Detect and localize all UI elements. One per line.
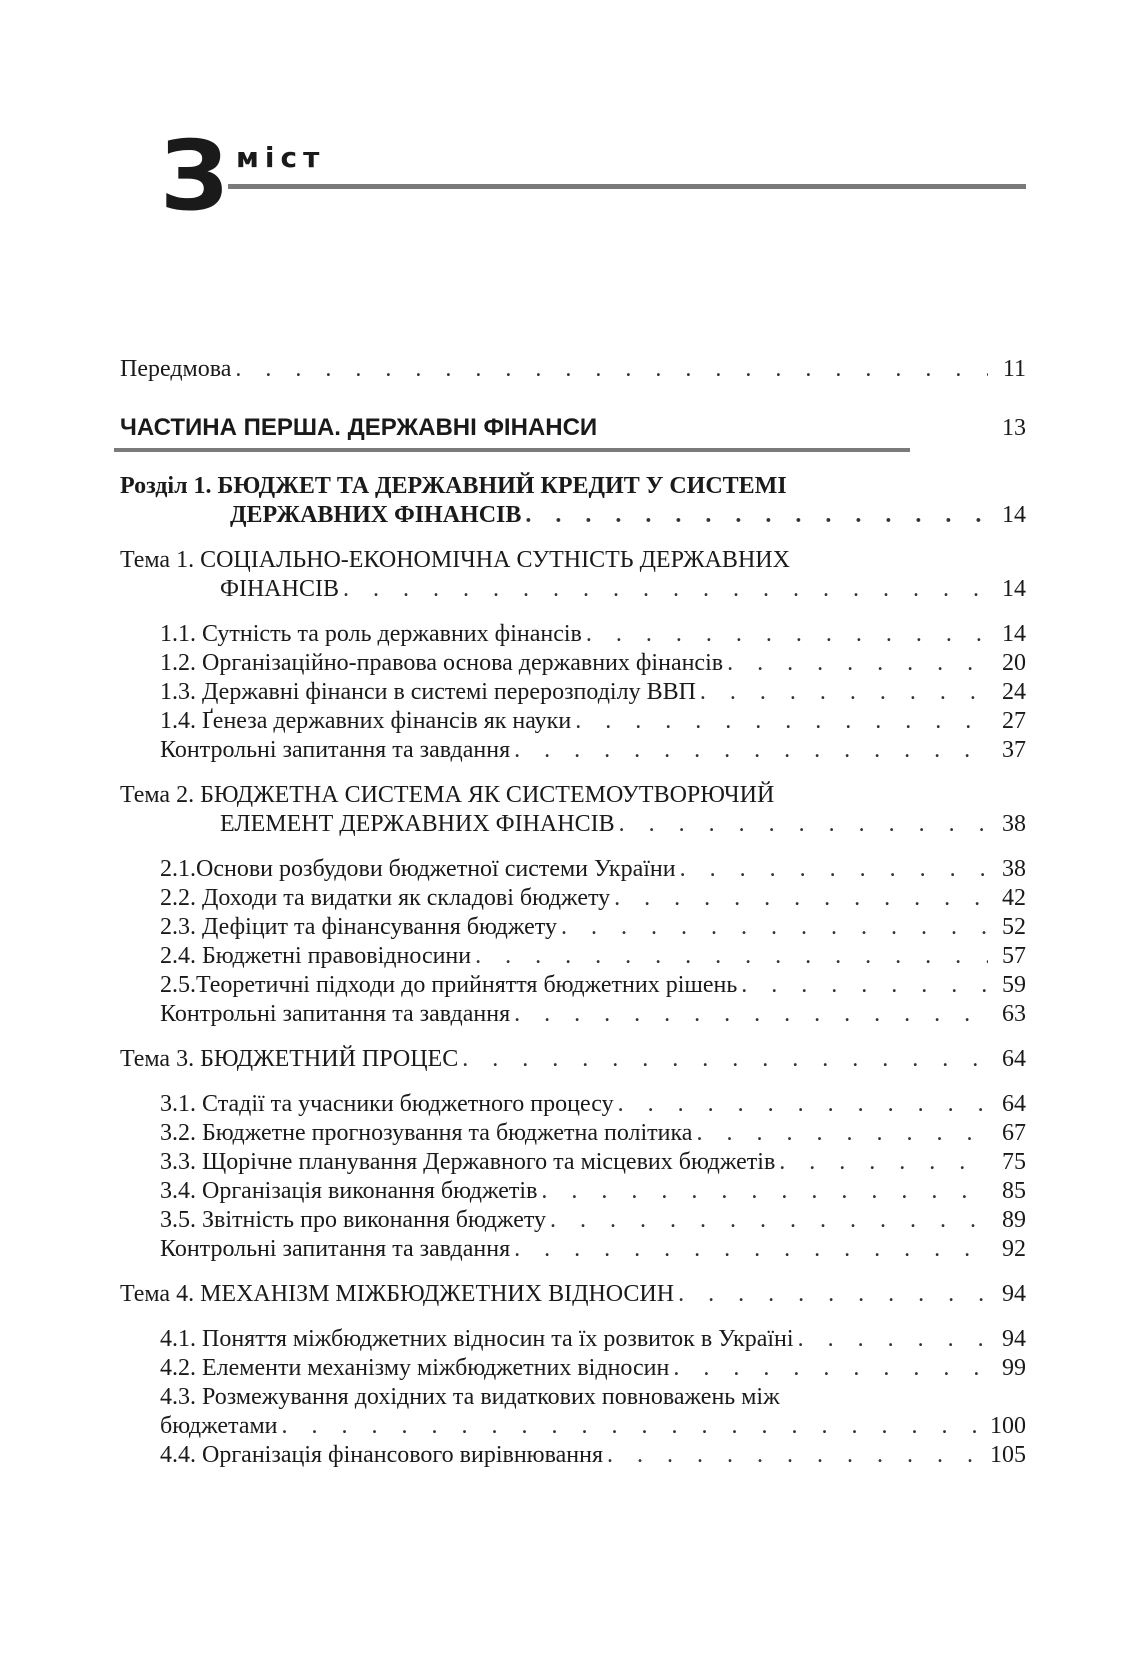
toc-item-label-line1: 4.3. Розмежування дохідних та видаткових повноважень між (160, 1384, 780, 1410)
dot-leader (561, 913, 988, 942)
dot-leader (514, 1235, 988, 1264)
toc-page-number: 85 (1002, 1178, 1026, 1204)
toc-page-number: 38 (1002, 811, 1026, 837)
toc-item-label: 4.4. Організація фінансового вирівнювання (160, 1442, 603, 1468)
toc-item[interactable] (120, 855, 1026, 884)
dot-leader (741, 971, 988, 1000)
toc-page-number: 105 (990, 1442, 1026, 1468)
topic-3-items (120, 1090, 1026, 1264)
dot-leader (514, 736, 988, 765)
dot-leader (779, 1148, 988, 1177)
toc-item-label: 2.1.Основи розбудови бюджетної системи України (160, 856, 676, 882)
toc-topic-3[interactable] (120, 1045, 1026, 1074)
toc-item-label: 3.2. Бюджетне прогнозування та бюджетна політика (160, 1120, 693, 1146)
toc-item[interactable] (120, 1090, 1026, 1119)
dot-leader (673, 1354, 988, 1383)
toc-item-label: 2.5.Теоретичні підходи до прийняття бюджетних рішень (160, 972, 738, 998)
toc-page-number: 11 (1002, 356, 1026, 382)
dot-leader (575, 707, 988, 736)
dot-leader (614, 884, 988, 913)
toc-item[interactable] (120, 736, 1026, 765)
toc-item-label-line2: бюджетами (160, 1413, 278, 1439)
toc-item-label: 3.3. Щорічне планування Державного та місцевих бюджетів (160, 1149, 776, 1175)
toc-item-label: 4.1. Поняття міжбюджетних відносин та їх розвиток в Україні (160, 1326, 794, 1352)
topic-title-line2: ЕЛЕМЕНТ ДЕРЖАВНИХ ФІНАНСІВ (220, 811, 615, 837)
toc-page-number: 20 (1002, 650, 1026, 676)
part-divider (114, 448, 910, 452)
toc-page-number: 14 (1002, 502, 1026, 528)
toc-item[interactable] (120, 884, 1026, 913)
topic-title-line1: Тема 1. СОЦІАЛЬНО-ЕКОНОМІЧНА СУТНІСТЬ ДЕРЖАВНИХ (120, 547, 790, 573)
dot-leader (475, 942, 988, 971)
toc-item[interactable] (120, 1148, 1026, 1177)
toc-item[interactable] (120, 678, 1026, 707)
toc-page-number: 64 (1002, 1091, 1026, 1117)
toc-item[interactable] (120, 1000, 1026, 1029)
toc-page-number: 27 (1002, 708, 1026, 734)
title-divider (228, 184, 1026, 189)
toc-item-line2-row (160, 1412, 1026, 1441)
toc-part-1[interactable] (120, 414, 1026, 442)
dot-leader (541, 1177, 988, 1206)
toc-page-number: 94 (1002, 1281, 1026, 1307)
toc-page-number: 64 (1002, 1046, 1026, 1072)
toc-page-number: 52 (1002, 914, 1026, 940)
title-initial-letter: З (160, 120, 227, 232)
dot-leader (525, 501, 988, 530)
toc-page-number: 24 (1002, 679, 1026, 705)
dot-leader (235, 355, 988, 384)
toc-page-number: 13 (1002, 415, 1026, 441)
dot-leader (727, 649, 988, 678)
toc-item-label: 1.4. Ґенеза державних фінансів як науки (160, 708, 572, 734)
toc-page-number: 89 (1002, 1207, 1026, 1233)
toc-item[interactable] (120, 1119, 1026, 1148)
toc-item[interactable] (120, 1235, 1026, 1264)
toc-page-number: 94 (1002, 1326, 1026, 1352)
dot-leader (607, 1441, 980, 1470)
section-title-line2: ДЕРЖАВНИХ ФІНАНСІВ (230, 502, 522, 528)
dot-leader (514, 1000, 988, 1029)
dot-leader (680, 855, 988, 884)
toc-topic-1[interactable] (120, 546, 1026, 604)
topic-title-line1: Тема 2. БЮДЖЕТНА СИСТЕМА ЯК СИСТЕМОУТВОРЮЧИЙ (120, 782, 775, 808)
toc-item-label: 3.1. Стадії та учасники бюджетного процесу (160, 1091, 614, 1117)
toc-page-number: 59 (1002, 972, 1026, 998)
dot-leader (619, 810, 988, 839)
dot-leader (618, 1090, 988, 1119)
table-of-contents (120, 355, 1026, 1470)
toc-item-label: Контрольні запитання та завдання (160, 737, 511, 763)
toc-entry-preface[interactable] (120, 355, 1026, 384)
toc-topic-2[interactable] (120, 781, 1026, 839)
toc-item-label: 3.4. Організація виконання бюджетів (160, 1178, 538, 1204)
toc-item[interactable] (120, 620, 1026, 649)
toc-page-number: 100 (990, 1413, 1026, 1439)
toc-item[interactable] (120, 1354, 1026, 1383)
topic-title-line2: ФІНАНСІВ (220, 576, 339, 602)
topic-2-items (120, 855, 1026, 1029)
dot-leader (282, 1412, 980, 1441)
dot-leader (798, 1325, 988, 1354)
toc-page-number: 42 (1002, 885, 1026, 911)
toc-item-label: 1.2. Організаційно-правова основа державних фінансів (160, 650, 724, 676)
topic-title: Тема 4. МЕХАНІЗМ МІЖБЮДЖЕТНИХ ВІДНОСИН (120, 1281, 675, 1307)
toc-item-label: 2.4. Бюджетні правовідносини (160, 943, 472, 969)
topic-1-items (120, 620, 1026, 765)
toc-item-label: 1.1. Сутність та роль державних фінансів (160, 621, 582, 647)
toc-item-label: 2.2. Доходи та видатки як складові бюджету (160, 885, 611, 911)
page-title: міст (236, 141, 326, 174)
toc-item[interactable] (120, 1325, 1026, 1354)
toc-item-label: 3.5. Звітність про виконання бюджету (160, 1207, 547, 1233)
toc-item[interactable] (120, 913, 1026, 942)
toc-page-number: 37 (1002, 737, 1026, 763)
toc-page-number: 67 (1002, 1120, 1026, 1146)
dot-leader (700, 678, 988, 707)
toc-item-label: Контрольні запитання та завдання (160, 1236, 511, 1262)
toc-page-number: 99 (1002, 1355, 1026, 1381)
section-title-line2-row (120, 501, 1026, 530)
dot-leader (586, 620, 988, 649)
toc-page-number: 14 (1002, 576, 1026, 602)
toc-page-number: 14 (1002, 621, 1026, 647)
toc-item[interactable] (120, 1441, 1026, 1470)
dot-leader (696, 1119, 988, 1148)
toc-item[interactable] (120, 942, 1026, 971)
page-header (160, 120, 1026, 232)
dot-leader (462, 1045, 988, 1074)
topic-title-line2-row (120, 575, 1026, 604)
toc-item-4-3[interactable] (120, 1383, 1026, 1441)
dot-leader (343, 575, 988, 604)
toc-page-number: 38 (1002, 856, 1026, 882)
toc-section-1[interactable] (120, 472, 1026, 530)
toc-item[interactable] (120, 707, 1026, 736)
dot-leader (678, 1280, 988, 1309)
toc-item[interactable] (120, 1177, 1026, 1206)
dot-leader (550, 1206, 988, 1235)
toc-page-number: 63 (1002, 1001, 1026, 1027)
toc-page-number: 92 (1002, 1236, 1026, 1262)
topic-4-items (120, 1325, 1026, 1470)
toc-item-label: 1.3. Державні фінанси в системі перерозподілу ВВП (160, 679, 696, 705)
topic-title-line2-row (120, 810, 1026, 839)
part-title: ЧАСТИНА ПЕРША. ДЕРЖАВНІ ФІНАНСИ (120, 414, 598, 441)
toc-item[interactable] (120, 971, 1026, 1000)
toc-page-number: 57 (1002, 943, 1026, 969)
toc-item-label: 4.2. Елементи механізму міжбюджетних відносин (160, 1355, 670, 1381)
toc-item-label: 2.3. Дефіцит та фінансування бюджету (160, 914, 557, 940)
toc-item[interactable] (120, 1206, 1026, 1235)
toc-page-number: 75 (1002, 1149, 1026, 1175)
topic-title: Тема 3. БЮДЖЕТНИЙ ПРОЦЕС (120, 1046, 459, 1072)
toc-item-label: Контрольні запитання та завдання (160, 1001, 511, 1027)
section-title-line1: Розділ 1. БЮДЖЕТ ТА ДЕРЖАВНИЙ КРЕДИТ У СИСТЕМІ (120, 473, 787, 499)
toc-entry-label: Передмова (120, 356, 232, 382)
toc-topic-4[interactable] (120, 1280, 1026, 1309)
toc-item[interactable] (120, 649, 1026, 678)
